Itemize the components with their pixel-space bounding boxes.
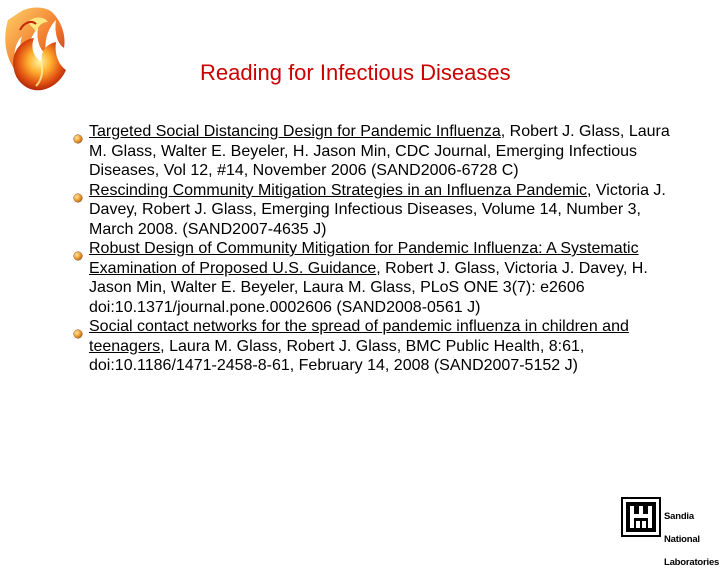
reference-link[interactable]: Robust Design of Community Mitigation for Pandemic Influenza: A Systematic Examination of Proposed U.S. Guidance (89, 240, 639, 277)
reference-item (70, 122, 670, 181)
bullet-icon (74, 135, 82, 143)
slide-title: Reading for Infectious Diseases (200, 60, 511, 85)
phoenix-logo-icon (0, 0, 75, 100)
reference-list (70, 122, 670, 376)
reference-item (70, 317, 670, 376)
reference-details: , Laura M. Glass, Robert J. Glass, BMC Public Health, 8:61, doi:10.1186/1471-2458-8-61, February 14, 2008 (SAND2007-5152 J) (89, 337, 585, 374)
reference-link[interactable]: Social contact networks for the spread of pandemic influenza in children and teenagers (89, 318, 629, 355)
sandia-wordmark-line: Laboratories (664, 556, 720, 568)
bullet-icon (74, 330, 82, 338)
sandia-wordmark-line: National (664, 533, 700, 545)
bullet-icon (74, 194, 82, 202)
thunderbird-icon (621, 497, 661, 537)
sandia-wordmark-line: Sandia (664, 510, 694, 522)
sandia-wordmark (664, 499, 719, 580)
reference-item (70, 239, 670, 317)
reference-link[interactable]: Targeted Social Distancing Design for Pandemic Influenza (89, 123, 501, 140)
reference-details: , Robert J. Glass, Victoria J. Davey, H. Jason Min, Walter E. Beyeler, Laura M. Glass, PLoS ONE 3(7): e2606 doi:10.1371/journal.pone.0002606 (SAND2008-0561 J) (89, 259, 648, 316)
reference-details: , Victoria J. Davey, Robert J. Glass, Emerging Infectious Diseases, Volume 14, Number 3, March 2008. (SAND2007-4635 J) (89, 181, 666, 238)
reference-item (70, 181, 670, 240)
reference-details: , Robert J. Glass, Laura M. Glass, Walter E. Beyeler, H. Jason Min, CDC Journal, Emerging Infectious Diseases, Vol 12, #14, November 2006 (SAND2006-6728 C) (89, 123, 670, 179)
sandia-logo (621, 497, 720, 568)
bullet-icon (74, 252, 82, 260)
reference-link[interactable]: Rescinding Community Mitigation Strategies in an Influenza Pandemic (89, 181, 588, 199)
